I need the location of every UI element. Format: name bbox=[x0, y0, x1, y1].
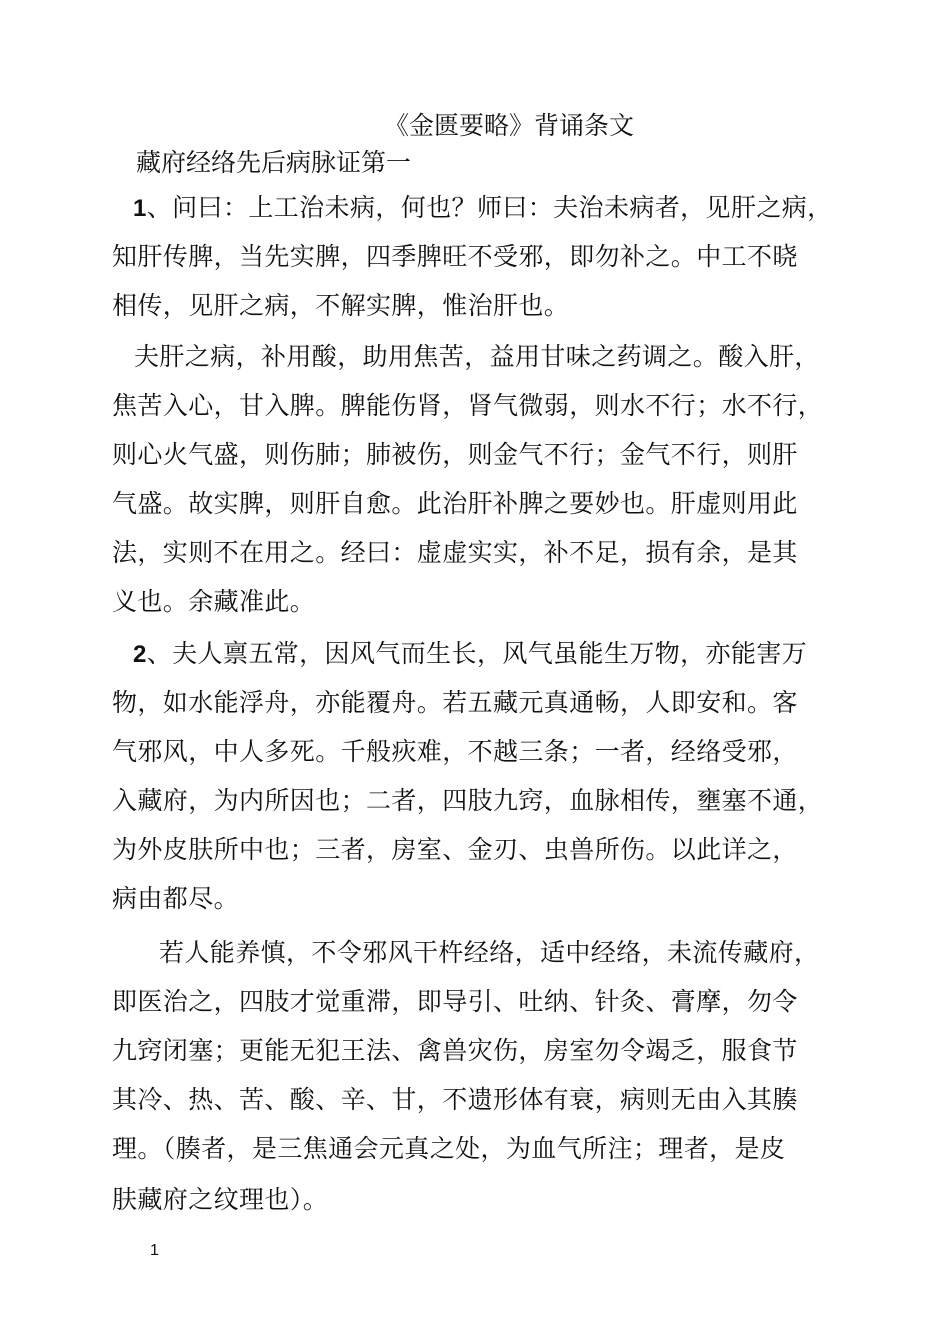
paragraph-1-line-3: 相传，见肝之病，不解实脾，惟治肝也。 bbox=[112, 291, 570, 320]
paragraph-1-line-2: 知肝传脾，当先实脾，四季脾旺不受邪，即勿补之。中工不晓 bbox=[112, 242, 798, 271]
paragraph-4-line-4: 其冷、热、苦、酸、辛、甘，不遗形体有衰，病则无由入其腠 bbox=[112, 1085, 798, 1114]
paragraph-2-line-4: 气盛。故实脾，则肝自愈。此治肝补脾之要妙也。肝虚则用此 bbox=[112, 489, 798, 518]
paragraph-4-line-6: 肤藏府之纹理也）。 bbox=[112, 1185, 329, 1214]
paragraph-4-line-3: 九窍闭塞；更能无犯王法、禽兽灾伤，房室勿令竭乏，服食节 bbox=[112, 1036, 798, 1065]
paragraph-2-line-1: 夫肝之病，补用酸，助用焦苦，益用甘味之药调之。酸入肝， bbox=[134, 342, 820, 371]
paragraph-4-line-2: 即医治之，四肢才觉重滞，即导引、吐纳、针灸、膏摩，勿令 bbox=[112, 987, 798, 1016]
document-title: 《金匮要略》背诵条文 bbox=[384, 111, 635, 140]
chapter-heading: 藏府经络先后病脉证第一 bbox=[136, 148, 412, 177]
paragraph-1-line-1: 1、问曰：上工治未病，何也？师曰：夫治未病者，见肝之病， bbox=[133, 193, 833, 222]
paragraph-2-line-5: 法，实则不在用之。经曰：虚虚实实，补不足，损有余，是其 bbox=[112, 538, 798, 567]
paragraph-2-line-3: 则心火气盛，则伤肺；肺被伤，则金气不行；金气不行，则肝 bbox=[112, 440, 798, 469]
paragraph-4-line-1: 若人能养慎，不令邪风干杵经络，适中经络，未流传藏府， bbox=[159, 938, 820, 967]
paragraph-3-line-4: 入藏府，为内所因也；二者，四肢九窍，血脉相传，壅塞不通， bbox=[112, 786, 824, 815]
paragraph-2-line-2: 焦苦入心，甘入脾。脾能伤肾，肾气微弱，则水不行；水不行， bbox=[112, 391, 824, 420]
paragraph-4-line-5: 理。（腠者，是三焦通会元真之处，为血气所注；理者，是皮 bbox=[112, 1134, 786, 1163]
paragraph-3-line-6: 病由都尽。 bbox=[112, 884, 240, 913]
paragraph-3-line-3: 气邪风，中人多死。千般疢难，不越三条；一者，经络受邪， bbox=[112, 737, 798, 766]
paragraph-3-line-2: 物，如水能浮舟，亦能覆舟。若五藏元真通畅，人即安和。客 bbox=[112, 688, 798, 717]
page-number: 1 bbox=[150, 1242, 159, 1259]
paragraph-3-line-5: 为外皮肤所中也；三者，房室、金刃、虫兽所伤。以此详之， bbox=[112, 835, 798, 864]
paragraph-2-line-6: 义也。余藏准此。 bbox=[112, 587, 316, 616]
paragraph-number: 1 bbox=[133, 195, 147, 222]
paragraph-3-line-1: 2、夫人禀五常，因风气而生长，风气虽能生万物，亦能害万 bbox=[133, 639, 808, 668]
paragraph-number: 2 bbox=[133, 641, 147, 668]
